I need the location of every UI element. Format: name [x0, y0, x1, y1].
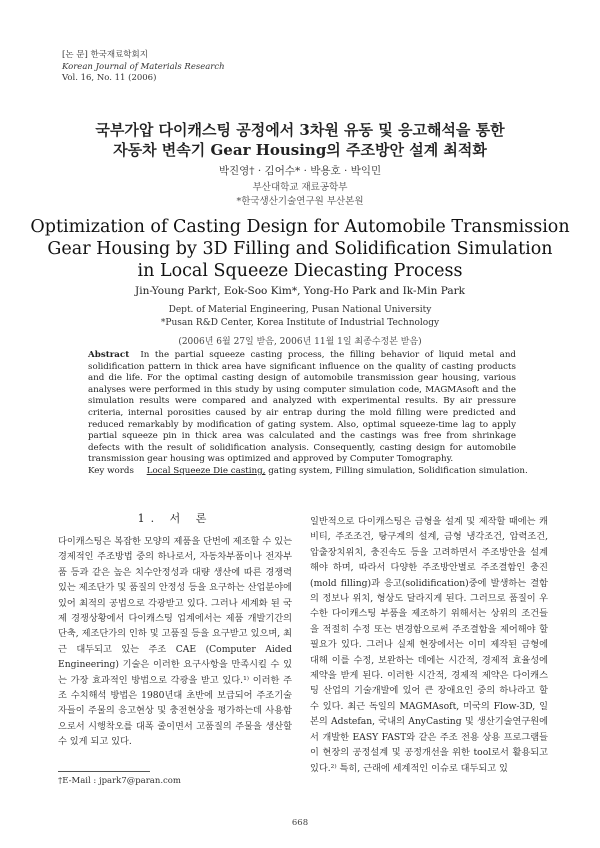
english-title-line-3: in Local Squeeze Diecasting Process	[137, 261, 463, 281]
keywords-underlined: Local Squeeze Die casting,	[146, 466, 266, 476]
keywords-rest: gating system, Filling simulation, Solidification simulation.	[265, 466, 528, 476]
english-title-line-1: Optimization of Casting Design for Automobile Transmission	[30, 217, 570, 237]
english-title-line-2: Gear Housing by 3D Filling and Solidification Simulation	[47, 239, 553, 259]
korean-affiliation	[0, 181, 600, 209]
abstract	[88, 350, 516, 466]
english-affiliation	[0, 304, 600, 330]
page-number: 668	[291, 818, 309, 828]
section-1-title: 1. 서 론	[137, 512, 213, 525]
korean-title	[0, 120, 600, 160]
korean-authors: 박진영† · 김어수* · 박용호 · 박익민	[218, 165, 382, 177]
abstract-text: In the partial squeeze casting process, the filling behavior of liquid metal and solidification pattern in thick area have significant influence on the quality of casting products and die life. For the optimal casting design of automobile transmission gear housing, various analyses were performed in this study by using computer simulation code, MAGMAsoft and the simulation results were compared and analyzed with experimental results. By air pressure criteria, internal porosities caused by air entrap during the mold filling were predicted and reduced remarkably by modification of gating system. Also, optimal squeeze-time lag to apply partial squeeze pin in thick area was calculated and the castings was free from shrinkage defects with the result of solidification analysis. Consequently, casting design for automobile transmission gear housing was optimized and approved by Computer Tomography.	[88, 350, 516, 465]
korean-affiliation-line-1: 부산대학교 재료공학부	[252, 182, 348, 193]
korean-title-line-1: 국부가압 다이캐스팅 공정에서 3차원 유동 및 응고해석을 통한	[95, 121, 505, 139]
english-affiliation-line-2: *Pusan R&D Center, Korea Institute of Industrial Technology	[160, 318, 440, 328]
right-column-text: 일반적으로 다이캐스팅은 금형을 설계 및 제작할 때에는 캐비티, 주조조건, 탕구계의 설계, 금형 냉각조건, 압력조건, 압출장치위치, 충진속도 등을 고려하면서 주조방안을 설계해야 하며, 따라서 다양한 주조방안별로 주조결함인 충진(mold filling)과 응고(solidification)중에 발생하는 결함의 정보나 위치, 형상도 달라지게 된다. 그러므로 품질이 우수한 다이캐스팅 부품을 제조하기 위해서는 상위의 조건들을 적절히 수정 또는 변경함으로써 주조결함을 제어해야 할 필요가 있다. 그러나 실제 현장에서는 이미 제작된 금형에 대해 이를 수정, 보완하는 데에는 시간적, 경제적 효율성에 제약을 받게 된다. 이러한 시간적, 경제적 제약은 다이캐스팅 산업의 기술개발에 있어 큰 장애요인 중의 하나라고 할 수 있다. 최근 독일의 MAGMAsoft, 미국의 Flow-3D, 일본의 Adstefan, 국내의 AnyCasting 및 생산기술연구원에서 개발한 EASY FAST와 같은 주조 전용 상용 프로그램들이 현장의 공정설계 및 공정개선을 위한 tool로서 활용되고 있다.²⁾ 특히, 근래에 세계적인 이슈로 대두되고 있	[310, 516, 548, 774]
english-affiliation-line-1: Dept. of Material Engineering, Pusan National University	[168, 305, 432, 315]
journal-name-english: Korean Journal of Materials Research	[62, 61, 225, 72]
journal-name-korean: [논 문] 한국재료학회지	[62, 50, 148, 60]
keywords-label: Key words	[88, 466, 134, 476]
korean-affiliation-line-2: *한국생산기술연구원 부산본원	[236, 196, 364, 207]
keywords	[88, 466, 548, 476]
korean-title-line-2: 자동차 변속기 Gear Housing의 주조방안 설계 최적화	[113, 141, 487, 159]
footnote-email: †E-Mail : jpark7@paran.com	[58, 776, 181, 786]
left-column-text: 다이캐스팅은 복잡한 모양의 제품을 단번에 제조할 수 있는 경제적인 주조방법 중의 하나로서, 자동차부품이나 전자부품 등과 같은 높은 치수안정성과 대량 생산에 따른 경쟁력 있는 제조단가 및 품질의 안정성 등을 요구하는 산업분야에 있어 최적의 공법으로 각광받고 있다. 그러나 세계화 된 국제 경쟁상황에서 다이캐스팅 업계에서는 제품 개발기간의 단축, 제조단가의 인하 및 고품질 등을 요구받고 있으며, 최근 대두되고 있는 주조 CAE (Computer Aided Engineering) 기술은 이러한 요구사항을 만족시킬 수 있는 가장 효과적인 방법으로 각광을 받고 있다.¹⁾ 이러한 주조 수치해석 방법은 1980년대 초반에 보급되어 주조기술자들이 주물의 응고현상 및 충전현상을 평가하는데 사용함으로서 시행착오를 대폭 줄이면서 고품질의 주물을 생산할 수 있게 되고 있다.	[58, 536, 292, 748]
journal-volume: Vol. 16, No. 11 (2006)	[62, 73, 157, 83]
english-title	[0, 216, 600, 282]
abstract-label: Abstract	[88, 350, 130, 360]
received-dates: (2006년 6월 27일 받음, 2006년 11월 1일 최종수정본 받음)	[178, 337, 422, 347]
footnote-divider	[58, 771, 150, 772]
journal-header	[62, 50, 225, 85]
english-authors: Jin-Young Park†, Eok-Soo Kim*, Yong-Ho Park and Ik-Min Park	[135, 285, 465, 297]
